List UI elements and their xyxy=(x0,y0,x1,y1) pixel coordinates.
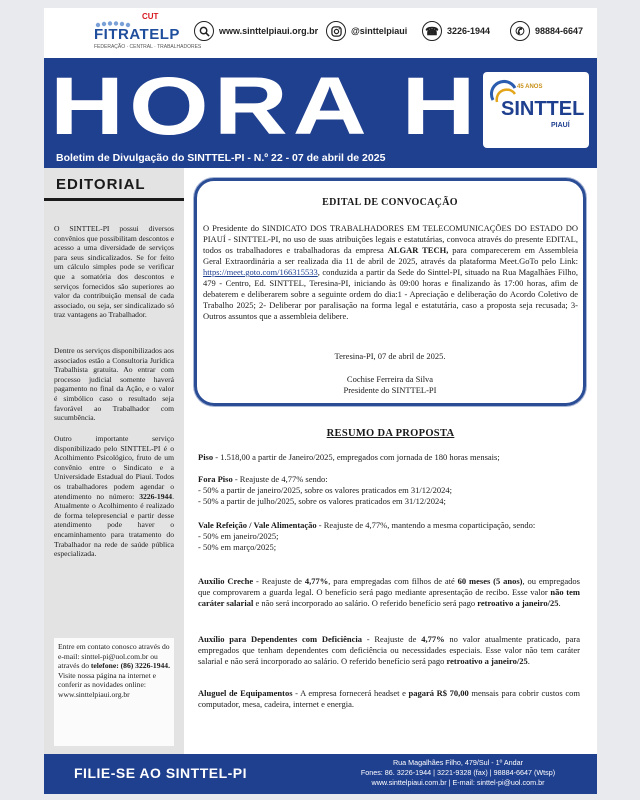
fitratelp-tagline: FEDERAÇÃO · CENTRAL · TRABALHADORES xyxy=(94,44,202,50)
editorial-paragraph-2: Dentre os serviços disponibilizados aos associados estão a Consultoria Jurídica Trabalhista gratuita. Ao entrar com processo judicial somente haverá pagamento no final da Ação, e o valor é simbólico caso o resultado seja favorável ao Trabalhador com sucumbência. xyxy=(54,346,174,423)
editorial-heading: EDITORIAL xyxy=(56,176,146,193)
signer-role: Presidente do SINTTEL-PI xyxy=(343,385,437,395)
edital-signature xyxy=(197,374,583,396)
main-content xyxy=(184,168,597,754)
footer-address-line: Rua Magalhães Filho, 479/Sul - 1º Andar xyxy=(392,758,524,767)
item-vale-refeicao: Vale Refeição / Vale Alimentação - Reajuste de 4,77%, mantendo a mesma coparticipação, sendo: - 50% em janeiro/2025; - 50% em março/2025; xyxy=(198,520,536,552)
meeting-link[interactable]: https://meet.goto.com/166315533 xyxy=(203,267,318,277)
sinttel-logo-state: PIAUÍ xyxy=(551,122,570,129)
edital-date: Teresina-PI, 07 de abril de 2025. xyxy=(334,351,446,361)
search-icon xyxy=(194,21,214,41)
item-fora-piso: Fora Piso - Reajuste de 4,77% sendo: - 50% a partir de janeiro/2025, sobre os valores praticados em 31/12/2024; - 50% a partir de julho/2025, sobre os valores praticados em 31/12/2024; xyxy=(198,474,452,506)
cut-label: CUT xyxy=(142,12,159,21)
website-contact[interactable] xyxy=(194,20,318,42)
fitratelp-name: FITRATELP xyxy=(94,26,180,43)
masthead-banner xyxy=(44,58,597,168)
signer-name: Cochise Ferreira da Silva xyxy=(346,374,434,384)
contact-website[interactable]: www.sinttelpiaui.org.br xyxy=(58,689,130,699)
newsletter-title: HORA H xyxy=(50,61,481,152)
logo-ribbon: 45 ANOS xyxy=(517,84,543,90)
sinttel-logo xyxy=(483,72,589,148)
sinttel-logo-name: SINTTEL xyxy=(501,98,585,120)
footer-bar xyxy=(44,754,597,794)
instagram-icon xyxy=(326,21,346,41)
issue-subtitle: Boletim de Divulgação do SINTTEL-PI - N.º 22 - 07 de abril de 2025 xyxy=(56,152,386,164)
footer-web-email[interactable]: www.sinttelpiaui.com.br | E-mail: sinttel-pi@uol.com.br xyxy=(371,778,545,787)
whatsapp-text: 98884-6647 xyxy=(535,26,584,36)
whatsapp-contact[interactable] xyxy=(510,20,583,42)
phone-contact[interactable] xyxy=(422,20,490,42)
edital-company: ALGAR TECH, xyxy=(387,245,449,255)
instagram-text: @sinttelpiaui xyxy=(351,26,408,36)
item-aluguel-equipamentos: Aluguel de Equipamentos - A empresa fornecerá headset e pagará R$ 70,00 mensais para cobrir custos com computador, mesa, cadeira, internet e energia. xyxy=(198,688,580,709)
editorial-divider xyxy=(44,198,184,201)
editorial-sidebar xyxy=(44,168,184,754)
footer-address xyxy=(333,758,583,788)
edital-box xyxy=(194,178,586,406)
contact-phone: telefone: (86) 3226-1944. xyxy=(90,661,170,671)
website-text: www.sinttelpiaui.org.br xyxy=(219,26,319,36)
fitratelp-logo xyxy=(84,12,202,56)
whatsapp-icon: ✆ xyxy=(510,21,530,41)
top-header xyxy=(44,8,597,58)
join-call-to-action[interactable]: FILIE-SE AO SINTTEL-PI xyxy=(74,765,248,781)
editorial-paragraph-3: Outro importante serviço disponibilizado pelo SINTTEL-PI é o Acolhimento Psicológico, fruto de um convênio entre o Sindicato e a Universidade Estadual do Piauí. Todos os trabalhadores podem agendar o atendimento no número: 3226-1944. Atualmente o Acolhimento é realizado de forma telepresencial e partir desse atendimento pode haver o encaminhamento para tratamento do Trabalhador na rede de saúde pública especializada. xyxy=(54,434,174,559)
edital-body: O Presidente do SINDICATO DOS TRABALHADORES EM TELECOMUNICAÇÕES DO ESTADO DO PIAUÍ - SINTTEL-PI, no uso de suas atribuições legais e estatutárias, convoca através do presente EDITAL, todos os trabalhadores e trabalhadoras da empresa ALGAR TECH, para comparecerem em Assembleia Geral Extraordinária a ser realizada dia 11 de abril de 2025, através da plataforma Meet.GoTo pelo Link: https://meet.goto.com/166315533, conduzida a partir da Sede do Sinttel-PI, situado na Rua Magalhães Filho, 479 - Centro, Ed. SINTTEL, Teresina-PI, iniciando às 09:00 horas e finalizando às 17:00 horas, afim de debaterem e deliberarem sobre a seguinte ordem do dia:1 - Apreciação e deliberação do Acordo Coletivo de Trabalho 2025; 2- Deliberar por paralisação na forma legal e estatutária, caso a proposta seja recusada; 3- Outros assuntos que a assembleia delibere. xyxy=(203,223,579,321)
instagram-contact[interactable] xyxy=(326,20,407,42)
contact-box: Entre em contato conosco através do e-mail: sinttel-pi@uol.com.br ou através do telefone: (86) 3226-1944. Visite nossa página na internet e conferir as novidades online: www.sinttelpiaui.org.br xyxy=(54,638,174,746)
item-auxilio-creche: Auxílio Creche - Reajuste de 4,77%, para empregadas com filhos de até 60 meses (5 anos), ou empregados que comprovarem a guarda legal. O benefício será pago mediante apresentação de recibo. Esse valor não tem caráter salarial e não será incorporado ao salário. O referido benefício será pago retroativo a janeiro/25. xyxy=(198,576,580,608)
item-piso: Piso - 1.518,00 a partir de Janeiro/2025, empregados com jornada de 180 horas mensais; xyxy=(198,452,500,462)
editorial-paragraph-1: O SINTTEL-PI possui diversos convênios que possibilitam descontos e acesso a uma diversidade de serviços para seus sindicalizados. Se for feito um cálculo simples pode se verificar que a somatória dos descontos e serviços fornecidos são superiores ao valor da contribuição mensal de cada associado, ou seja, ser sindicalizado só traz vantagens ao Trabalhador. xyxy=(54,224,174,320)
phone-text: 3226-1944 xyxy=(447,26,491,36)
phone-icon: ☎ xyxy=(422,21,442,41)
edital-title: EDITAL DE CONVOCAÇÃO xyxy=(322,197,458,208)
resumo-title: RESUMO DA PROPOSTA xyxy=(326,428,455,439)
footer-phones: Fones: 86. 3226-1944 | 3221-9328 (fax) | 98884-6647 (Wtsp) xyxy=(360,768,556,777)
editorial-phone: 3226-1944 xyxy=(139,491,173,501)
item-auxilio-deficiencia: Auxílio para Dependentes com Deficiência - Reajuste de 4,77% no valor atualmente praticado, para empregados que tenham dependentes com deficiência ou necessidades especiais. Esse valor não tem caráter salarial e não será incorporado ao salário. O referido benefício será pago retroativo a janeiro/25. xyxy=(198,634,581,666)
